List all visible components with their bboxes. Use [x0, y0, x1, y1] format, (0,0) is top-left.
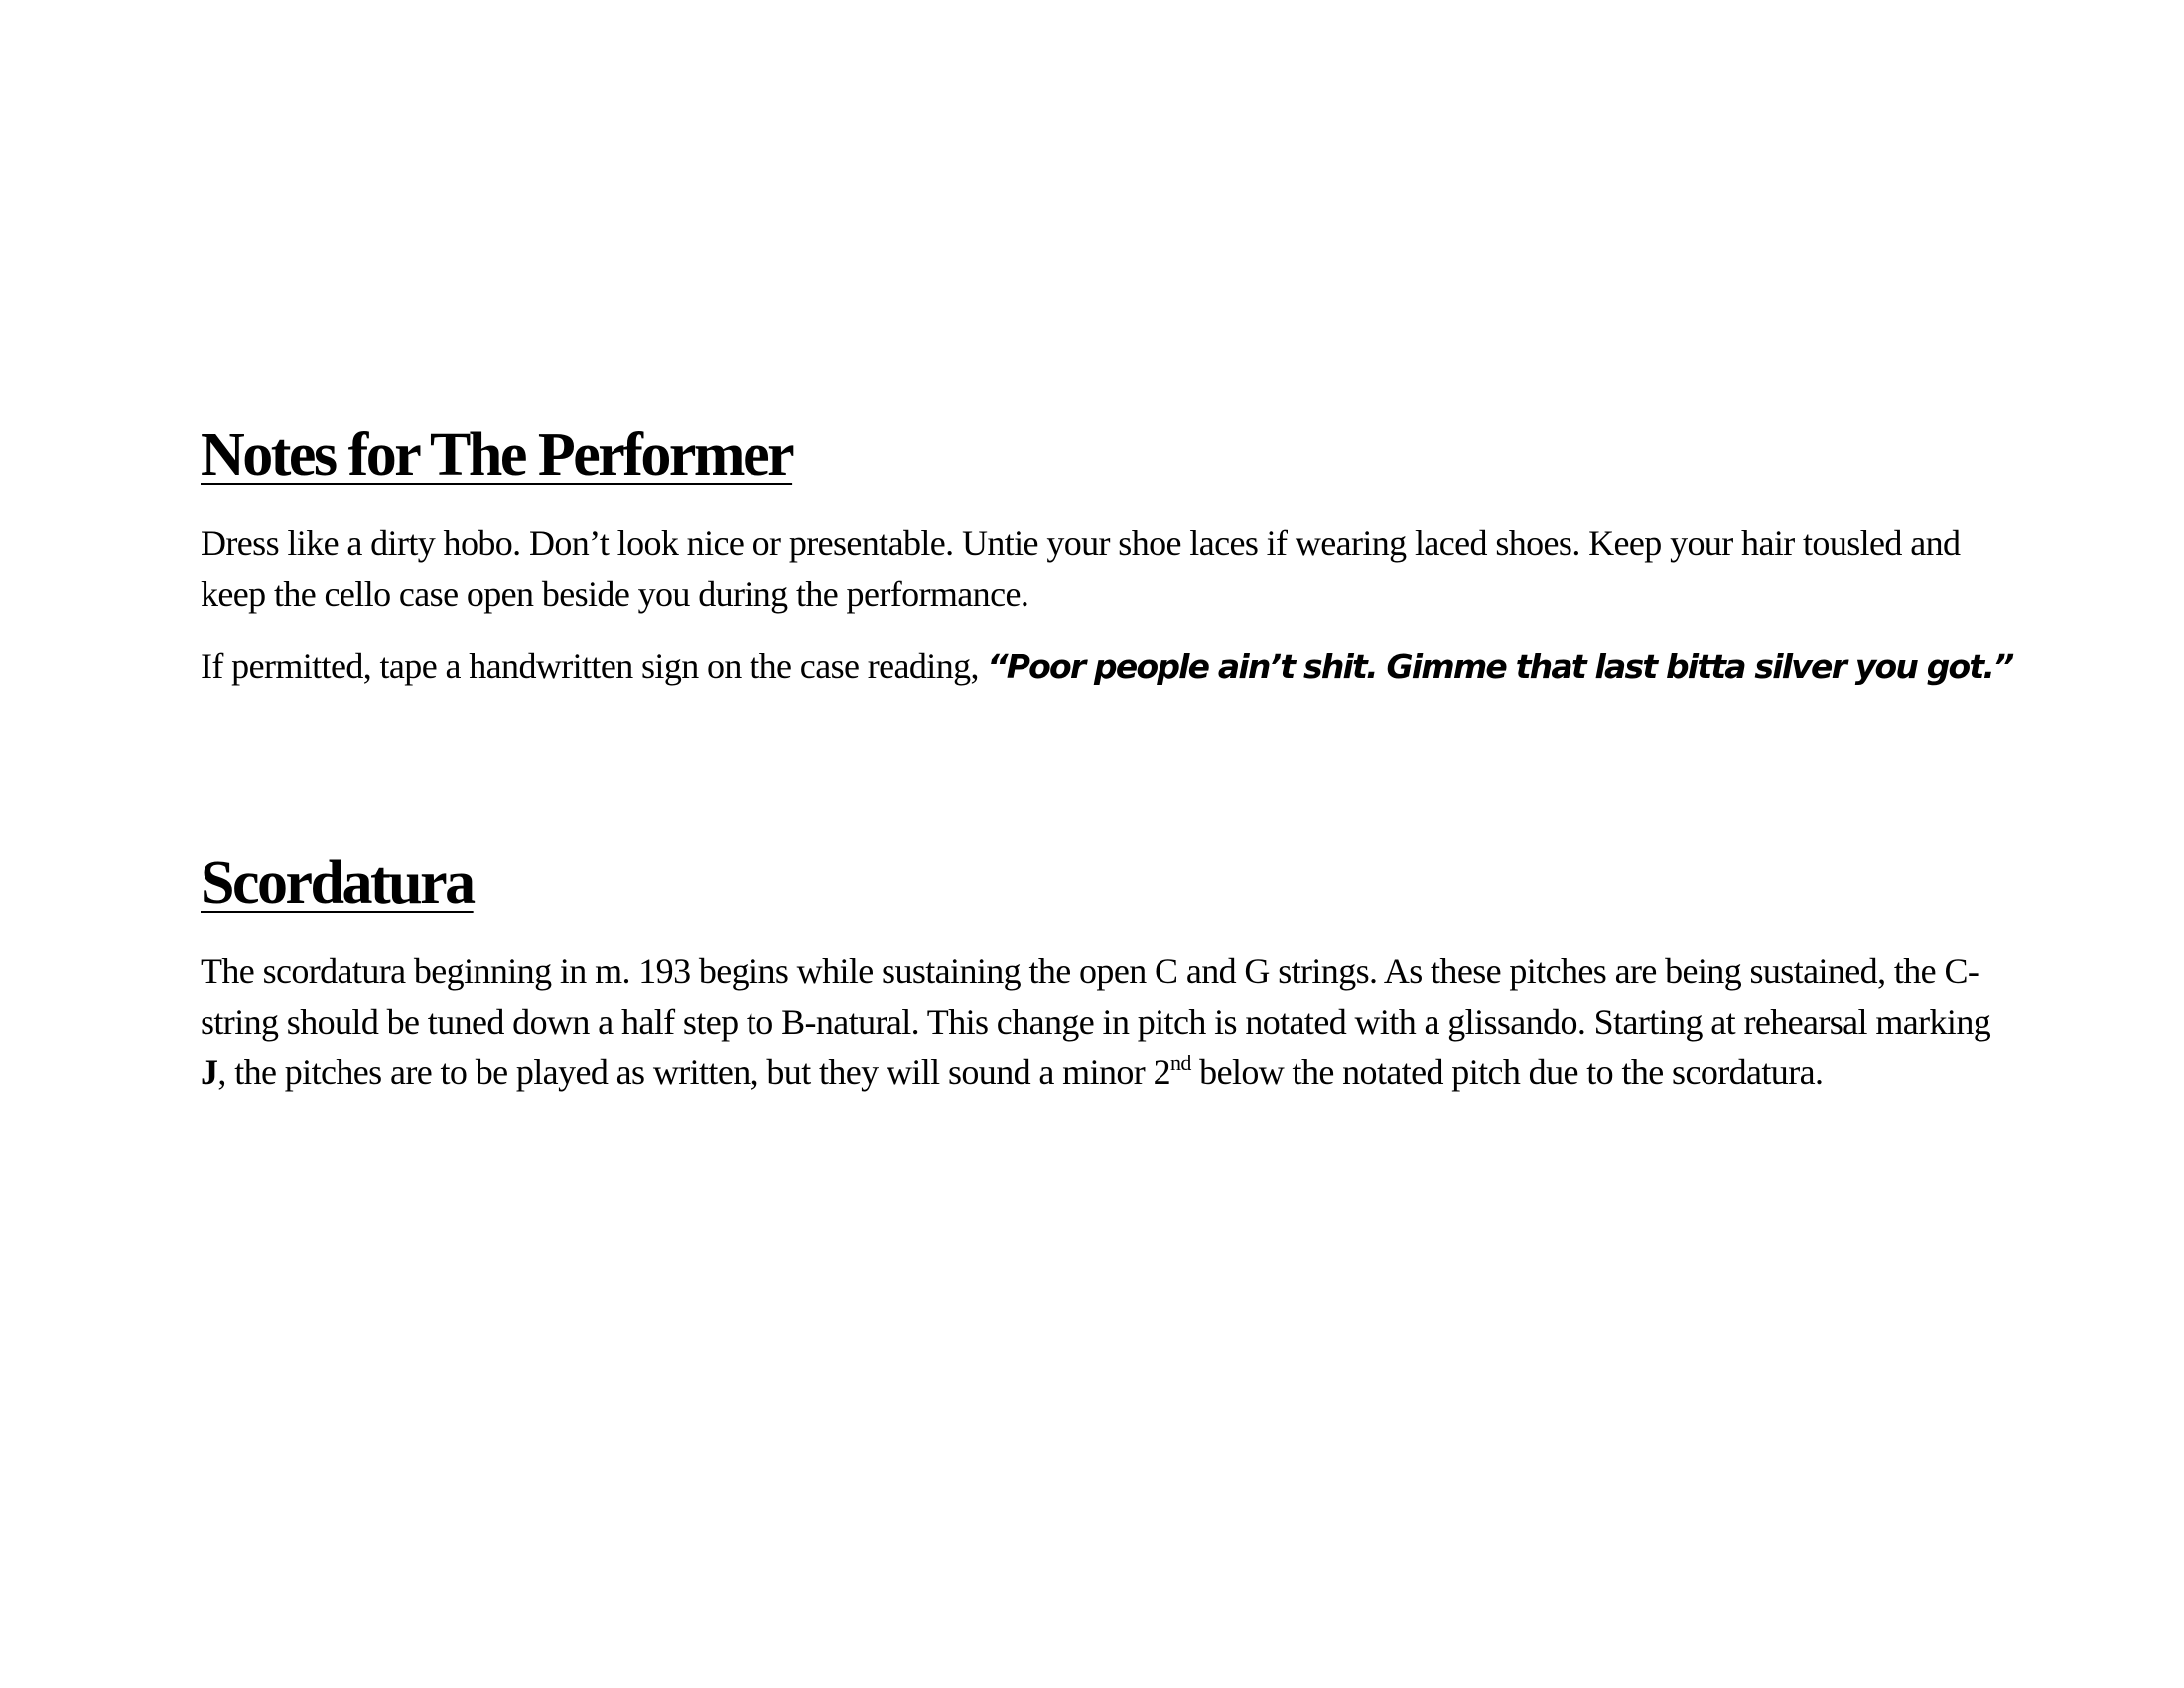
scordatura-text-1: The scordatura beginning in m. 193 begins while sustaining the open C and G strings. As these pitches are being sustained, the C-string should be tuned down a half step to B-natural. This change in pitch is notated with a glissando. Starting at rehearsal marking [201, 951, 1991, 1042]
scordatura-text-3: below the notated pitch due to the scordatura. [1190, 1053, 1824, 1092]
costume-paragraph: Dress like a dirty hobo. Don’t look nice or presentable. Untie your shoe laces if wearing laced shoes. Keep your hair tousled and keep the cello case open beside you during the performance. [201, 523, 1961, 614]
ordinal-suffix: nd [1169, 1051, 1191, 1075]
sign-paragraph [201, 641, 2017, 692]
notes-heading: Notes for The Performer [201, 421, 793, 489]
sign-paragraph-text: If permitted, tape a handwritten sign on the case reading, [201, 646, 988, 686]
document-page [201, 0, 2017, 1688]
sign-quote: “Poor people ain’t shit. Gimme that last bitta silver you got.” [987, 647, 2013, 686]
scordatura-heading: Scordatura [201, 849, 474, 916]
rehearsal-marking: J [201, 1053, 218, 1092]
scordatura-paragraph [201, 946, 2017, 1098]
scordatura-text-2: , the pitches are to be played as written, but they will sound a minor 2 [217, 1053, 1170, 1092]
